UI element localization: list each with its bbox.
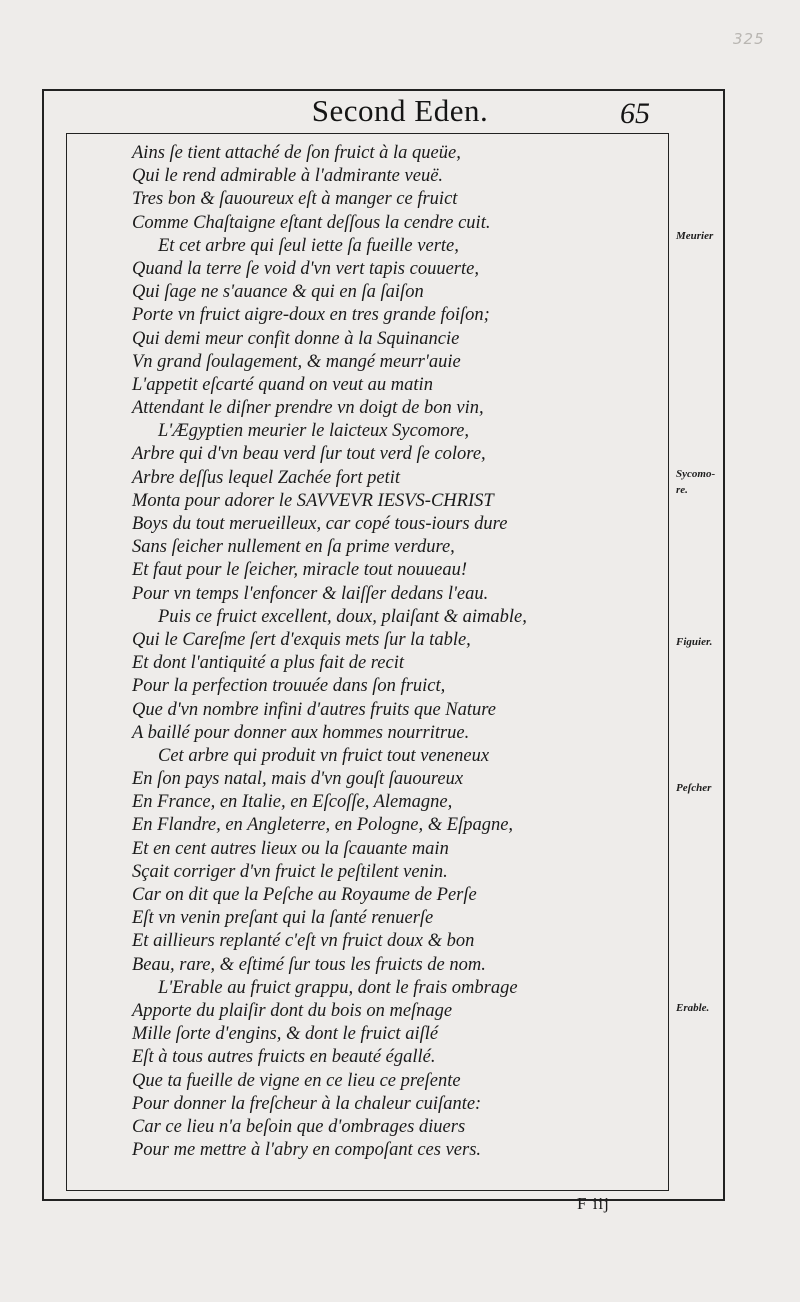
- verse-line: Arbre qui d'vn beau verd ſur tout verd ſe colore,: [132, 444, 486, 465]
- verse-line: Puis ce fruict excellent, doux, plaiſant & aimable,: [158, 606, 527, 627]
- verse-line: Monta pour adorer le SAVVEVR IESVS-CHRIST: [132, 490, 494, 511]
- verse-line: Que ta fueille de vigne en ce lieu ce preſente: [132, 1070, 461, 1091]
- verse-line: Qui le Careſme ſert d'exquis mets ſur la table,: [132, 629, 471, 650]
- verse-line: Qui le rend admirable à l'admirante veuë.: [132, 166, 444, 187]
- page-number: 65: [620, 97, 650, 130]
- verse-line: Que d'vn nombre infini d'autres fruits que Nature: [132, 699, 497, 720]
- verse-line: Attendant le diſner prendre vn doigt de bon vin,: [132, 398, 484, 419]
- verse-line: En France, en Italie, en Eſcoſſe, Alemagne,: [132, 792, 453, 813]
- verse-line: Pour me mettre à l'abry en compoſant ces vers.: [132, 1140, 482, 1161]
- verse-line: Et aillieurs replanté c'eſt vn fruict doux & bon: [132, 931, 475, 952]
- verse-line: Arbre deſſus lequel Zachée fort petit: [132, 467, 401, 488]
- verse-line: Qui ſage ne s'auance & qui en ſa ſaiſon: [132, 282, 424, 303]
- margin-note-erable: Erable.: [676, 1002, 710, 1014]
- margin-note-sycomore: Sycomo-re.: [676, 468, 716, 496]
- verse-line: Pour la perfection trouuée dans ſon fruict,: [132, 676, 446, 697]
- pencil-folio-number: 325: [733, 30, 765, 48]
- verse-line: Car on dit que la Peſche au Royaume de Perſe: [132, 885, 477, 905]
- verse-line: Sans ſeicher nullement en ſa prime verdure,: [132, 537, 455, 558]
- margin-note-figuier: Figuier.: [676, 636, 713, 648]
- verse-line: Cet arbre qui produit vn fruict tout veneneux: [158, 745, 490, 766]
- verse-line: Apporte du plaiſir dont du bois on meſnage: [132, 1000, 453, 1021]
- verse-line: Ains ſe tient attaché de ſon fruict à la queüe,: [132, 143, 461, 163]
- verse-line: Sçait corriger d'vn fruict le peſtilent venin.: [132, 861, 448, 882]
- verse-line: Tres bon & ſauoureux eſt à manger ce fruict: [132, 189, 458, 210]
- verse-line: A baillé pour donner aux hommes nourritrue.: [132, 722, 470, 743]
- verse-line: En Flandre, en Angleterre, en Pologne, & Eſpagne,: [132, 815, 514, 836]
- verse-line: Et faut pour le ſeicher, miracle tout nouueau!: [132, 560, 467, 581]
- verse-line: Boys du tout merueilleux, car copé tous-iours dure: [132, 514, 508, 534]
- verse-line: Et cet arbre qui ſeul iette ſa fueille verte,: [158, 235, 459, 256]
- signature-mark: F iij: [577, 1194, 610, 1213]
- verse-line: Et dont l'antiquité a plus fait de recit: [132, 653, 405, 674]
- verse-line: Eſt vn venin preſant qui la ſanté renuerſe: [132, 908, 434, 929]
- poem-text: [132, 142, 652, 1162]
- verse-line: L'Ægyptien meurier le laicteux Sycomore,: [158, 421, 470, 442]
- verse-line: Car ce lieu n'a beſoin que d'ombrages diuers: [132, 1116, 466, 1137]
- margin-note-meurier: Meurier: [676, 230, 714, 242]
- verse-line: Vn grand ſoulagement, & mangé meurr'auie: [132, 351, 461, 372]
- margin-note-pescher: Peſcher: [676, 782, 712, 794]
- verse-line: Pour vn temps l'enfoncer & laiſſer dedans l'eau.: [132, 583, 489, 604]
- verse-line: L'appetit eſcarté quand on veut au matin: [132, 374, 433, 395]
- verse-line: Et en cent autres lieux ou la ſcauante main: [132, 838, 449, 859]
- verse-line: Porte vn fruict aigre-doux en tres grande foiſon;: [132, 305, 490, 326]
- running-title: Second Eden.: [311, 93, 489, 128]
- verse-line: Quand la terre ſe void d'vn vert tapis couuerte,: [132, 258, 479, 279]
- verse-line: Qui demi meur confit donne à la Squinancie: [132, 328, 460, 349]
- verse-line: Comme Chaſtaigne eſtant deſſous la cendre cuit.: [132, 212, 491, 233]
- verse-line: Beau, rare, & eſtimé ſur tous les fruicts de nom.: [132, 954, 486, 975]
- verse-line: Eſt à tous autres fruicts en beauté égallé.: [132, 1047, 436, 1068]
- verse-line: En ſon pays natal, mais d'vn gouſt ſauoureux: [132, 769, 464, 790]
- verse-line: Mille ſorte d'engins, & dont le fruict aiſlé: [132, 1024, 439, 1045]
- verse-line: Pour donner la freſcheur à la chaleur cuiſante:: [132, 1093, 482, 1114]
- verse-line: L'Erable au fruict grappu, dont le frais ombrage: [158, 977, 518, 998]
